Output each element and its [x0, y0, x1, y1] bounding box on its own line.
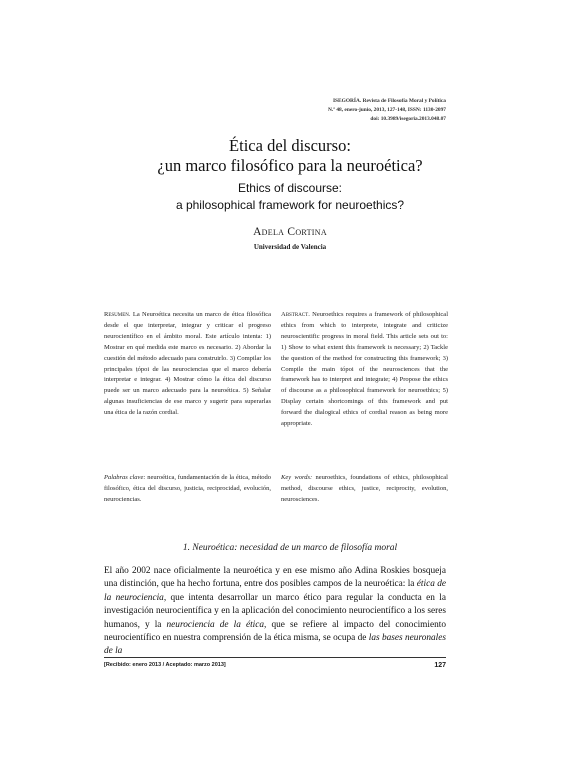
article-title-english — [100, 180, 480, 214]
resumen-label: Resumen. — [104, 311, 131, 318]
journal-doi: doi: 10.3989/isegoria.2013.048.07 — [370, 116, 446, 122]
page-footer — [104, 662, 446, 668]
footer-divider — [104, 657, 446, 658]
palabras-clave-block — [104, 473, 271, 506]
journal-name: ISEGORÍA. Revista de Filosofía Moral y Política — [332, 98, 446, 104]
key-words-text: neuroethics, foundations of ethics, philosophical method, discourse ethics, justice, reciprocity, evolution, neurosciences. — [281, 474, 448, 503]
body-text-3: , que se refiere al impacto del conocimiento neurocientífico en nuestra comprensión de la ética misma, se ocupa de — [104, 619, 446, 644]
palabras-clave-text: neuroética, fundamentación de la ética, método filosófico, ética del discurso, justicia, reciprocidad, evolución, neurociencias. — [104, 474, 272, 503]
palabras-clave-label: Palabras clave: — [104, 474, 146, 481]
key-words-label: Key words: — [281, 474, 313, 481]
body-text-1: El año 2002 nace oficialmente la neuroética y en ese mismo año Adina Roskies bosqueja una distinción, que ha hecho fortuna, entre dos posibles campos de la neuroética: la — [104, 566, 446, 590]
page-number: 127 — [434, 662, 446, 669]
author-name: Adela Cortina — [253, 226, 327, 238]
body-paragraph — [104, 565, 446, 659]
article-title-line-1: Ética del discurso: — [229, 136, 351, 155]
body-emphasis-2: neurociencia de la ética — [166, 619, 265, 630]
article-title — [100, 136, 480, 176]
author-affiliation: Universidad de Valencia — [253, 243, 327, 251]
abstract-label: Abstract. — [281, 311, 310, 318]
abstract-block — [281, 310, 448, 430]
section-heading: 1. Neuroética: necesidad de un marco de filosofía moral — [182, 543, 398, 553]
article-title-english-line-2: a philosophical framework for neuroethics? — [175, 198, 405, 212]
resumen-block — [104, 310, 271, 419]
body-text-2: , que intenta desarrollar un marco ético para regular la conducta en la investigación neurocientífica y en la aplicación del conocimiento neurocientífico a los seres humanos, y la — [104, 592, 446, 630]
body-emphasis-1: ética de la neurociencia — [104, 579, 446, 603]
key-words-block — [281, 473, 448, 506]
body-emphasis-3: las bases neuronales de la — [104, 633, 446, 657]
article-title-line-2: ¿un marco filosófico para la neuroética? — [157, 156, 423, 175]
abstract-text: Neuroethics requires a framework of philosophical ethics from which to interprete, integrate and criticize neuroscientific progress in moral field. This article sets out to: 1) Show to what extent this framework is necessary; 2) Tackle the question of the method for constructing this framework; 3) Compile the main tópoi of the neurosciences that the framework has to interpret and integrate; 4) Propose the ethics of discourse as a philosophical framework for neuroethics; 5) Display certain shortcomings of this framework and put forward the dialogical ethics of cordial reason as being more appropriate. — [281, 311, 449, 428]
article-title-english-line-1: Ethics of discourse: — [237, 181, 343, 195]
submission-dates: [Recibido: enero 2013 / Aceptado: marzo 2013] — [104, 662, 226, 668]
resumen-text: La Neuroética necesita un marco de ética filosófica desde el que interpretar, integrar y criticar el progreso neurocientífico en el ámbito moral. Este artículo intenta: 1) Mostrar en qué medida este marco es necesario. 2) Abordar la cuestión del método adecuado para construirlo. 3) Compilar los principales ṭópoi de las neurociencias que el marco debería interpretar e integrar. 4) Mostrar cómo la ética del discurso puede ser un marco adecuado para la neuroética. 5) Señalar algunas insuficiencias de ese marco y sugerir para superarlas una ética de la razón cordial. — [104, 311, 271, 417]
journal-issue: N.º 48, enero-junio, 2013, 127-148, ISSN: 1130-2097 — [327, 107, 446, 113]
journal-header — [206, 97, 446, 124]
